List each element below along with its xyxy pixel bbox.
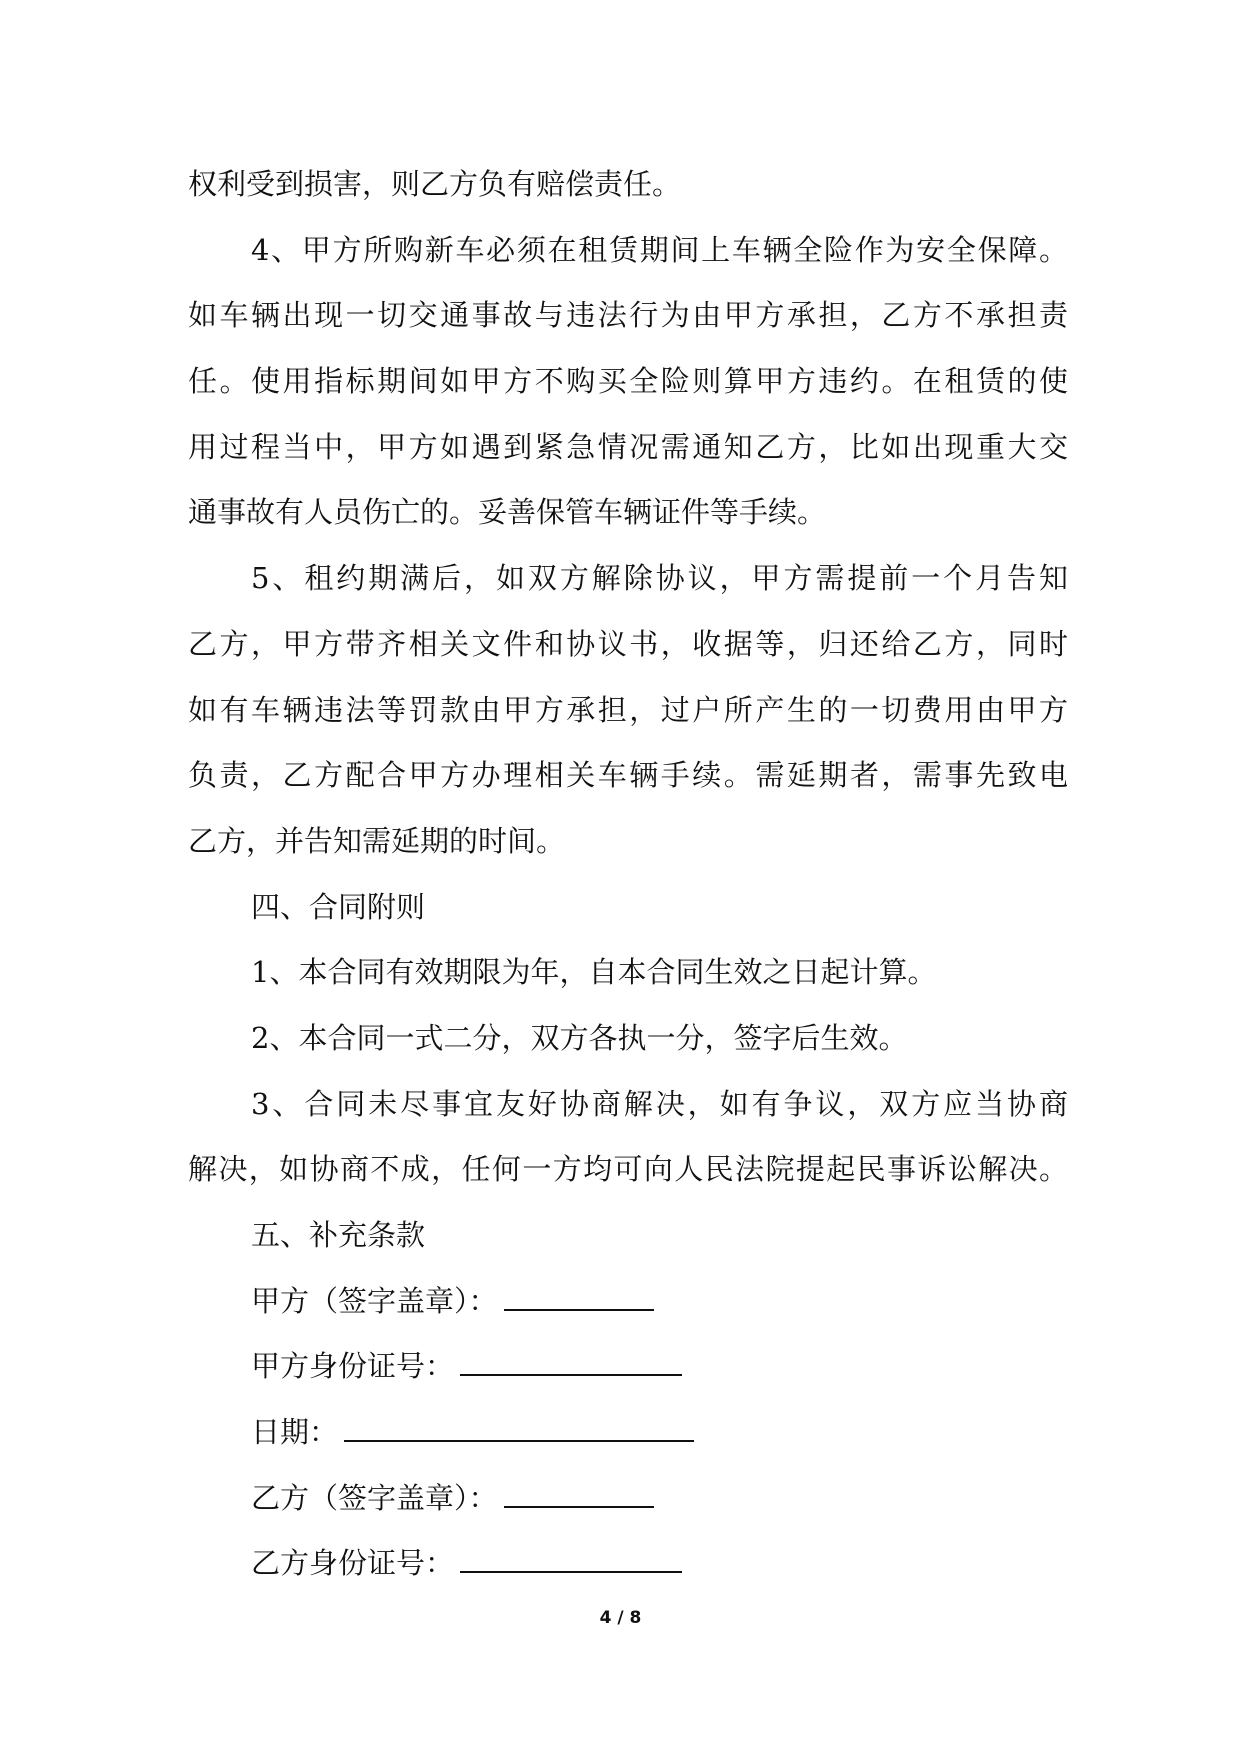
- signature-label: 日期：: [251, 1415, 339, 1450]
- signature-label: 乙方（签字盖章）：: [251, 1480, 498, 1515]
- text-line: 1、本合同有效期限为年，自本合同生效之日起计算。: [251, 955, 937, 990]
- document-body: [188, 152, 1068, 1597]
- party-a-signature-line: [188, 1269, 1068, 1335]
- text-line: 2、本合同一式二分，双方各执一分，签字后生效。: [251, 1020, 908, 1055]
- signature-blank[interactable]: [460, 1354, 682, 1376]
- signature-label: 甲方身份证号：: [251, 1349, 455, 1384]
- signature-blank[interactable]: [504, 1289, 654, 1311]
- signature-label: 甲方（签字盖章）：: [251, 1283, 498, 1318]
- text-line: 五、补充条款: [251, 1218, 426, 1252]
- signature-block: [188, 1269, 1068, 1597]
- signature-blank[interactable]: [504, 1486, 654, 1508]
- text-line: 负责，乙方配合甲方办理相关车辆手续。需延期者，需事先致电: [188, 758, 1068, 793]
- text-line: 3、合同未尽事宜友好协商解决，如有争议，双方应当协商: [251, 1086, 1068, 1121]
- text-line: 乙方，并告知需延期的时间。: [188, 823, 566, 858]
- text-line: 解决，如协商不成，任何一方均可向人民法院提起民事诉讼解决。: [188, 1152, 1068, 1187]
- signature-label: 乙方身份证号：: [251, 1546, 455, 1581]
- party-a-id-line: [188, 1334, 1068, 1400]
- text-line: 通事故有人员伤亡的。妥善保管车辆证件等手续。: [188, 495, 827, 530]
- text-line: 如有车辆违法等罚款由甲方承担，过户所产生的一切费用由甲方: [188, 692, 1068, 727]
- text-line: 任。使用指标期间如甲方不购买全险则算甲方违约。在租赁的使: [188, 364, 1068, 399]
- text-line: 4、甲方所购新车必须在租赁期间上车辆全险作为安全保障。: [251, 232, 1068, 267]
- text-line: 用过程当中，甲方如遇到紧急情况需通知乙方，比如出现重大交: [188, 429, 1068, 464]
- text-line: 乙方，甲方带齐相关文件和协议书，收据等，归还给乙方，同时: [188, 626, 1068, 661]
- text-line: 5、租约期满后，如双方解除协议，甲方需提前一个月告知: [251, 561, 1068, 596]
- date-line: [188, 1400, 1068, 1466]
- text-line: 四、合同附则: [251, 889, 426, 924]
- signature-blank[interactable]: [460, 1551, 682, 1573]
- text-line: 权利受到损害，则乙方负有赔偿责任。: [188, 167, 682, 201]
- party-b-signature-line: [188, 1466, 1068, 1532]
- signature-blank[interactable]: [344, 1420, 694, 1442]
- page-number: 4 / 8: [599, 1608, 642, 1628]
- party-b-id-line: [188, 1531, 1068, 1597]
- contract-text: [188, 152, 1068, 1269]
- text-line: 如车辆出现一切交通事故与违法行为由甲方承担，乙方不承担责: [188, 298, 1068, 333]
